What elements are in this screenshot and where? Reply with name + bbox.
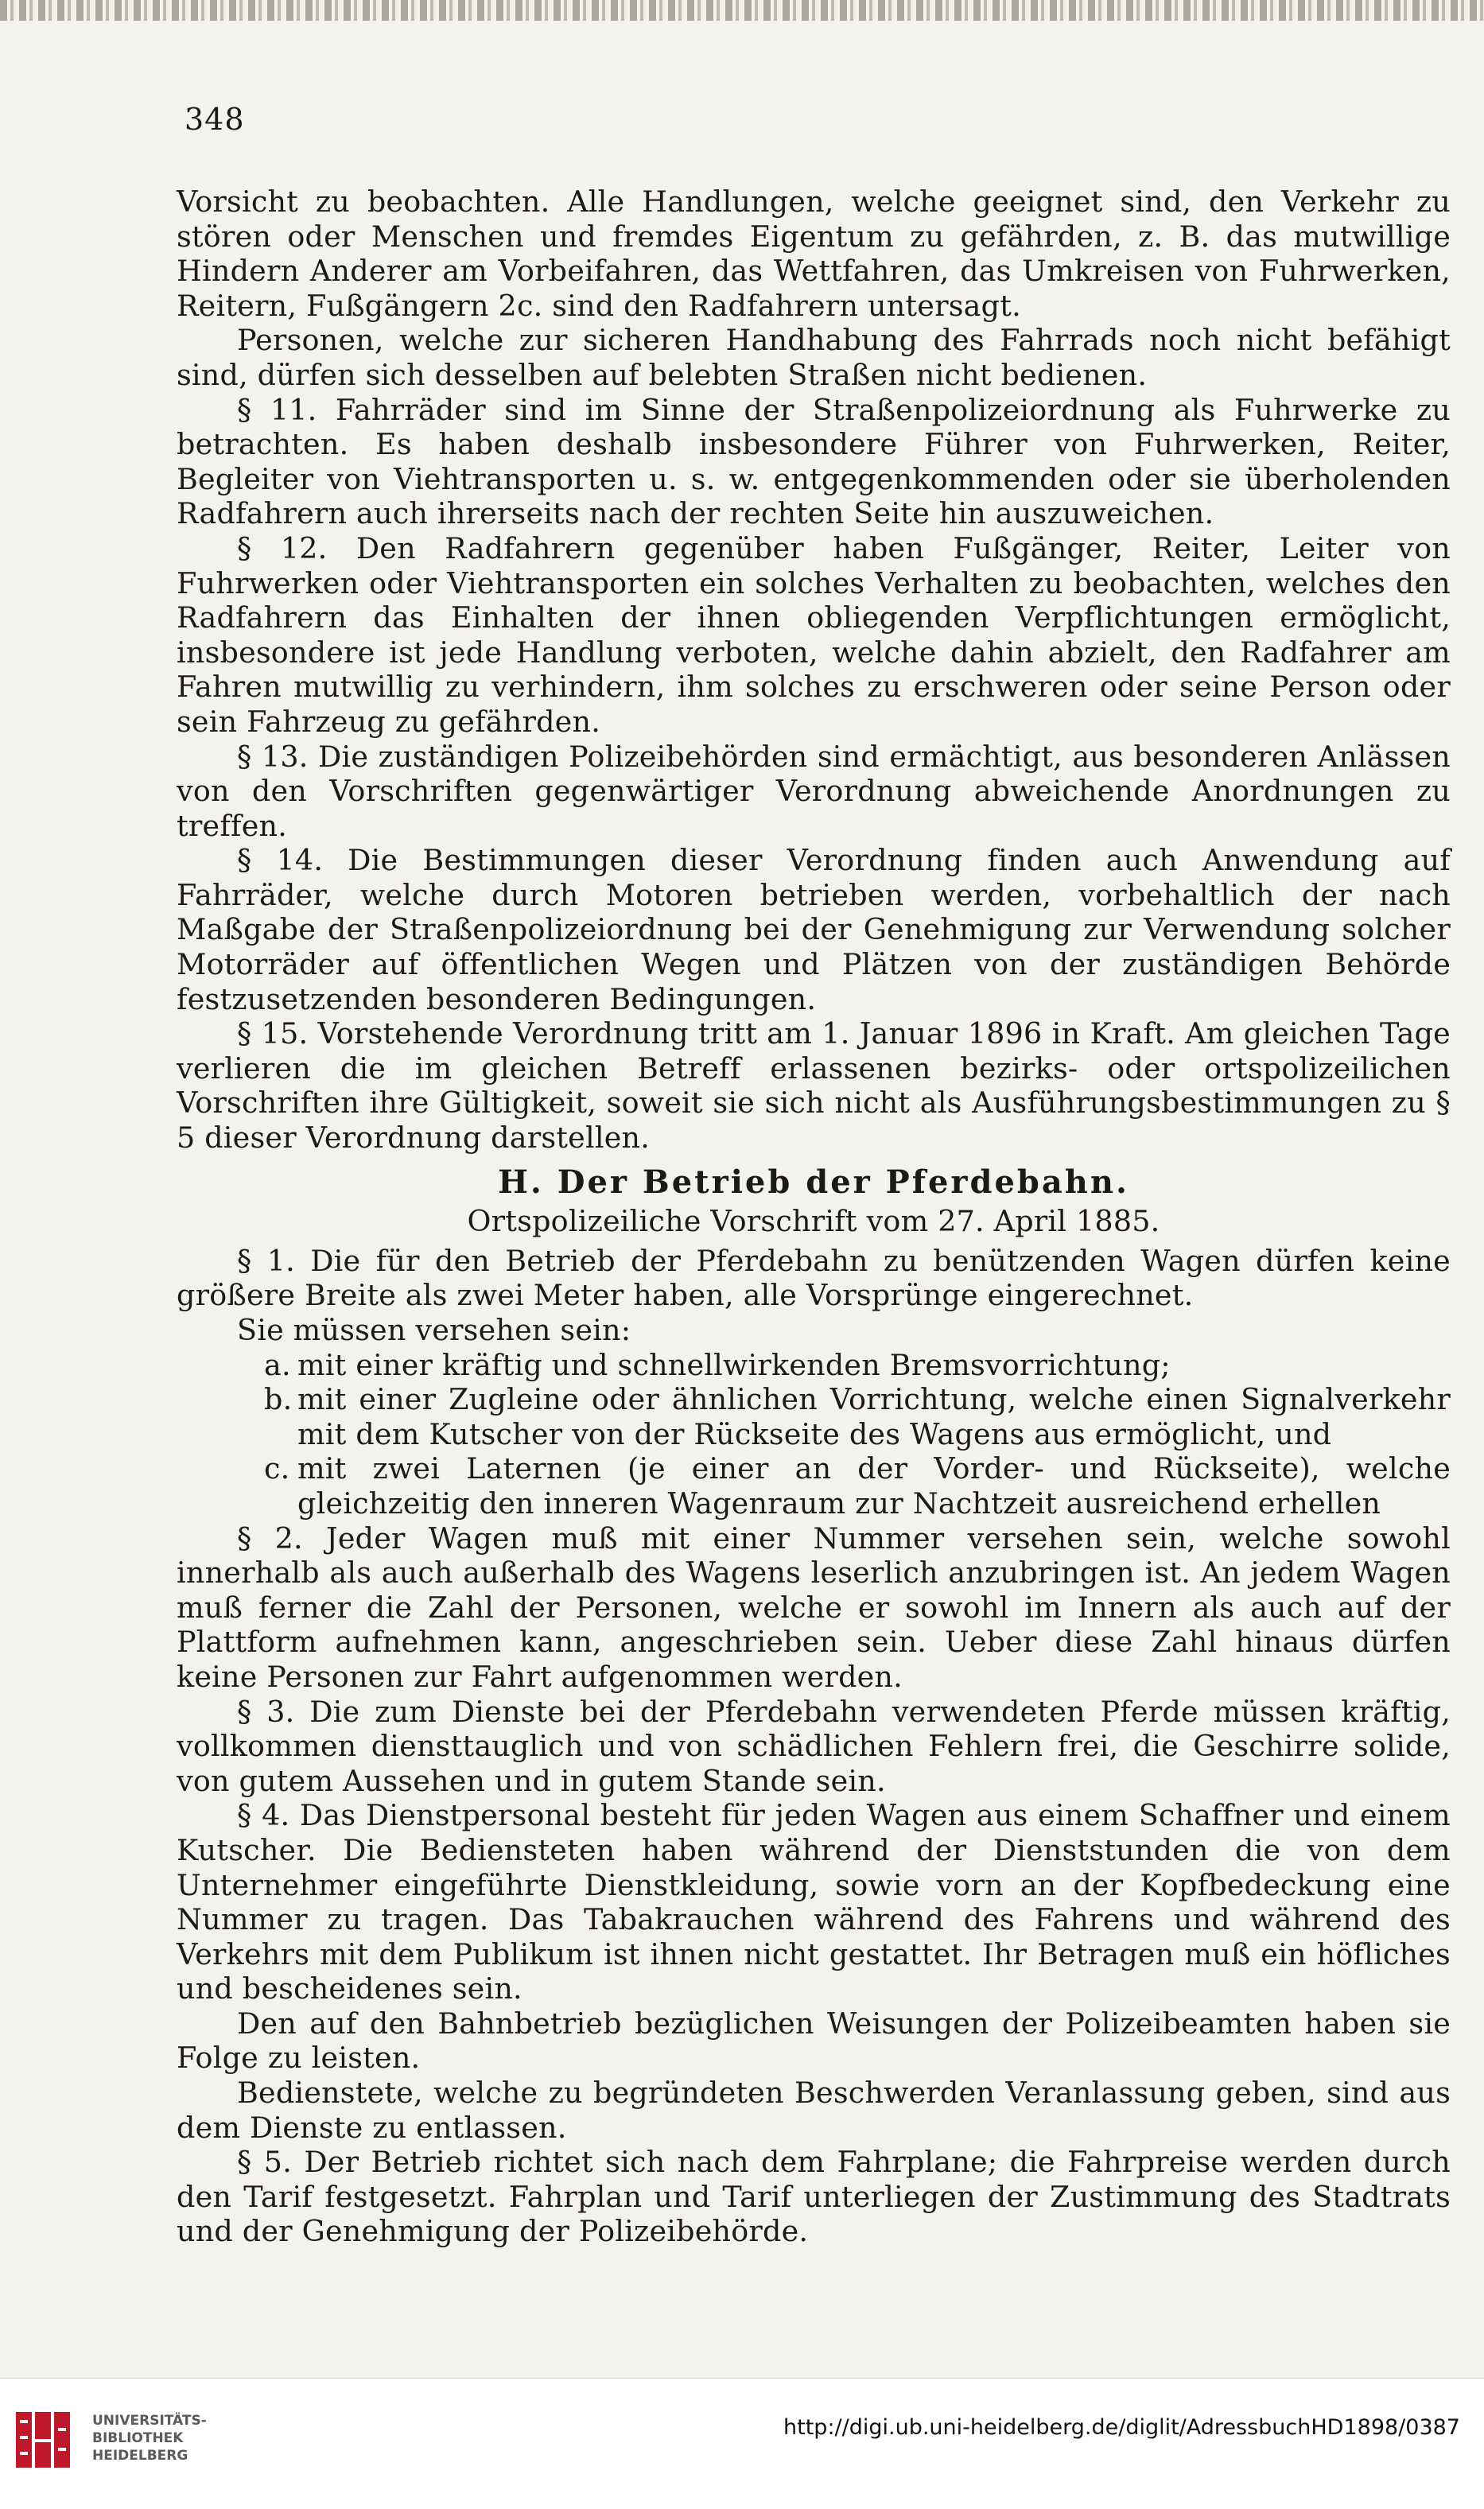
paragraph-h-section-3: § 3. Die zum Dienste bei der Pferdebahn verwendeten Pferde müssen kräftig, vollkommen diensttauglich und von schädlichen Fehlern frei, die Geschirre solide, von gutem Aussehen und in gutem Stande sein. [177,1694,1451,1798]
list-item [177,1348,1451,1383]
source-url-link[interactable]: http://digi.ub.uni-heidelberg.de/diglit/AdressbuchHD1898/0387 [783,2415,1460,2440]
library-name-line: UNIVERSITÄTS- [92,2413,207,2429]
list-item-text: mit zwei Laternen (je einer an der Vorder- und Rückseite), welche gleichzeitig den inneren Wagenraum zur Nachtzeit ausreichend erhellen [297,1451,1451,1521]
library-name [92,2412,207,2464]
section-subtitle: Ortspolizeiliche Vorschrift vom 27. April 1885. [467,1204,1160,1239]
library-name-line: HEIDELBERG [92,2448,188,2464]
paragraph-h-section-5: § 5. Der Betrieb richtet sich nach dem Fahrplane; die Fahrpreise werden durch den Tarif festgesetzt. Fahrplan und Tarif unterliegen der Zustimmung des Stadtrats und der Genehmigung der Polizeibehörde. [177,2145,1451,2249]
paragraph-section-14: § 14. Die Bestimmungen dieser Verordnung finden auch Anwendung auf Fahrräder, welche durch Motoren betrieben werden, vorbehaltlich der nach Maßgabe der Straßenpolizeiordnung bei der Genehmigung zur Verwendung solcher Motorräder auf öffentlichen Wegen und Plätzen von der zuständigen Behörde festzusetzenden besonderen Bedingungen. [177,843,1451,1016]
list-item [177,1451,1451,1521]
paragraph: Vorsicht zu beobachten. Alle Handlungen, welche geeignet sind, den Verkehr zu stören oder Menschen und fremdes Eigentum zu gefährden, z. B. das mutwillige Hindern Anderer am Vorbeifahren, das Wettfahren, das Umkreisen von Fuhrwerken, Reitern, Fußgängern 2c. sind den Radfahrern untersagt. [177,184,1451,323]
page-number: 348 [185,102,245,137]
paragraph-list-intro: Sie müssen versehen sein: [237,1313,631,1347]
university-library-logo-icon [11,2404,83,2476]
scan-top-edge [0,0,1484,21]
library-name-line: BIBLIOTHEK [92,2430,184,2446]
paragraph-section-15: § 15. Vorstehende Verordnung tritt am 1. Januar 1896 in Kraft. Am gleichen Tage verlieren die im gleichen Betreff erlassenen bezirks- oder ortspolizeilichen Vorschriften ihre Gültigkeit, soweit sie sich nicht als Ausführungsbestimmungen zu § 5 dieser Verordnung darstellen. [177,1016,1451,1155]
paragraph: Bedienstete, welche zu begründeten Beschwerden Veranlassung geben, sind aus dem Dienste zu entlassen. [177,2076,1451,2145]
section-title: H. Der Betrieb der Pferdebahn. [498,1163,1129,1201]
page-body [177,184,1451,2249]
paragraph-section-12: § 12. Den Radfahrern gegenüber haben Fußgänger, Reiter, Leiter von Fuhrwerken oder Viehtransporten ein solches Verhalten zu beobachten, welches den Radfahrern das Einhalten der ihnen obliegenden Verpflichtungen ermöglicht, insbesondere ist jede Handlung verboten, welche dahin abzielt, den Radfahrer am Fahren mutwillig zu verhindern, ihm solches zu erschweren oder seine Person oder sein Fahrzeug zu gefährden. [177,530,1451,739]
paragraph: Personen, welche zur sicheren Handhabung des Fahrrads noch nicht befähigt sind, dürfen sich desselben auf belebten Straßen nicht bedienen. [177,323,1451,392]
list-marker: a. [264,1347,291,1382]
paragraph: Den auf den Bahnbetrieb bezüglichen Weisungen der Polizeibeamten haben sie Folge zu leisten. [177,2006,1451,2076]
list-marker: b. [264,1382,293,1417]
list-marker: c. [264,1451,290,1486]
list-item-text: mit einer Zugleine oder ähnlichen Vorrichtung, welche einen Signalverkehr mit dem Kutscher von der Rückseite des Wagens aus ermöglicht, und [297,1382,1451,1451]
paragraph-section-11: § 11. Fahrräder sind im Sinne der Straßenpolizeiordnung als Fuhrwerke zu betrachten. Es haben deshalb insbesondere Führer von Fuhrwerken, Reiter, Begleiter von Viehtransporten u. s. w. entgegenkommenden oder sie überholenden Radfahrern auch ihrerseits nach der rechten Seite hin auszuweichen. [177,392,1451,531]
list-item [177,1382,1451,1451]
list-item-text: mit einer kräftig und schnellwirkenden Bremsvorrichtung; [297,1347,1171,1382]
footer-bar [0,2378,1484,2509]
paragraph-section-13: § 13. Die zuständigen Polizeibehörden sind ermächtigt, aus besonderen Anlässen von den Vorschriften gegenwärtiger Verordnung abweichende Anordnungen zu treffen. [177,739,1451,843]
paragraph-h-section-2: § 2. Jeder Wagen muß mit einer Nummer versehen sein, welche sowohl innerhalb als auch außerhalb des Wagens leserlich anzubringen ist. An jedem Wagen muß ferner die Zahl der Personen, welche er sowohl im Innern als auch auf der Plattform aufnehmen kann, angeschrieben sein. Ueber diese Zahl hinaus dürfen keine Personen zur Fahrt aufgenommen werden. [177,1521,1451,1694]
paragraph-h-section-1: § 1. Die für den Betrieb der Pferdebahn zu benützenden Wagen dürfen keine größere Breite als zwei Meter haben, alle Vorsprünge eingerechnet. [177,1243,1451,1313]
paragraph-h-section-4: § 4. Das Dienstpersonal besteht für jeden Wagen aus einem Schaffner und einem Kutscher. Die Bediensteten haben während der Dienststunden die von dem Unternehmer eingeführte Dienstkleidung, sowie vorn an der Kopfbedeckung eine Nummer zu tragen. Das Tabakrauchen während des Fahrens und während des Verkehrs mit dem Publikum ist ihnen nicht gestattet. Ihr Betragen muß ein höfliches und bescheidenes sein. [177,1798,1451,2006]
